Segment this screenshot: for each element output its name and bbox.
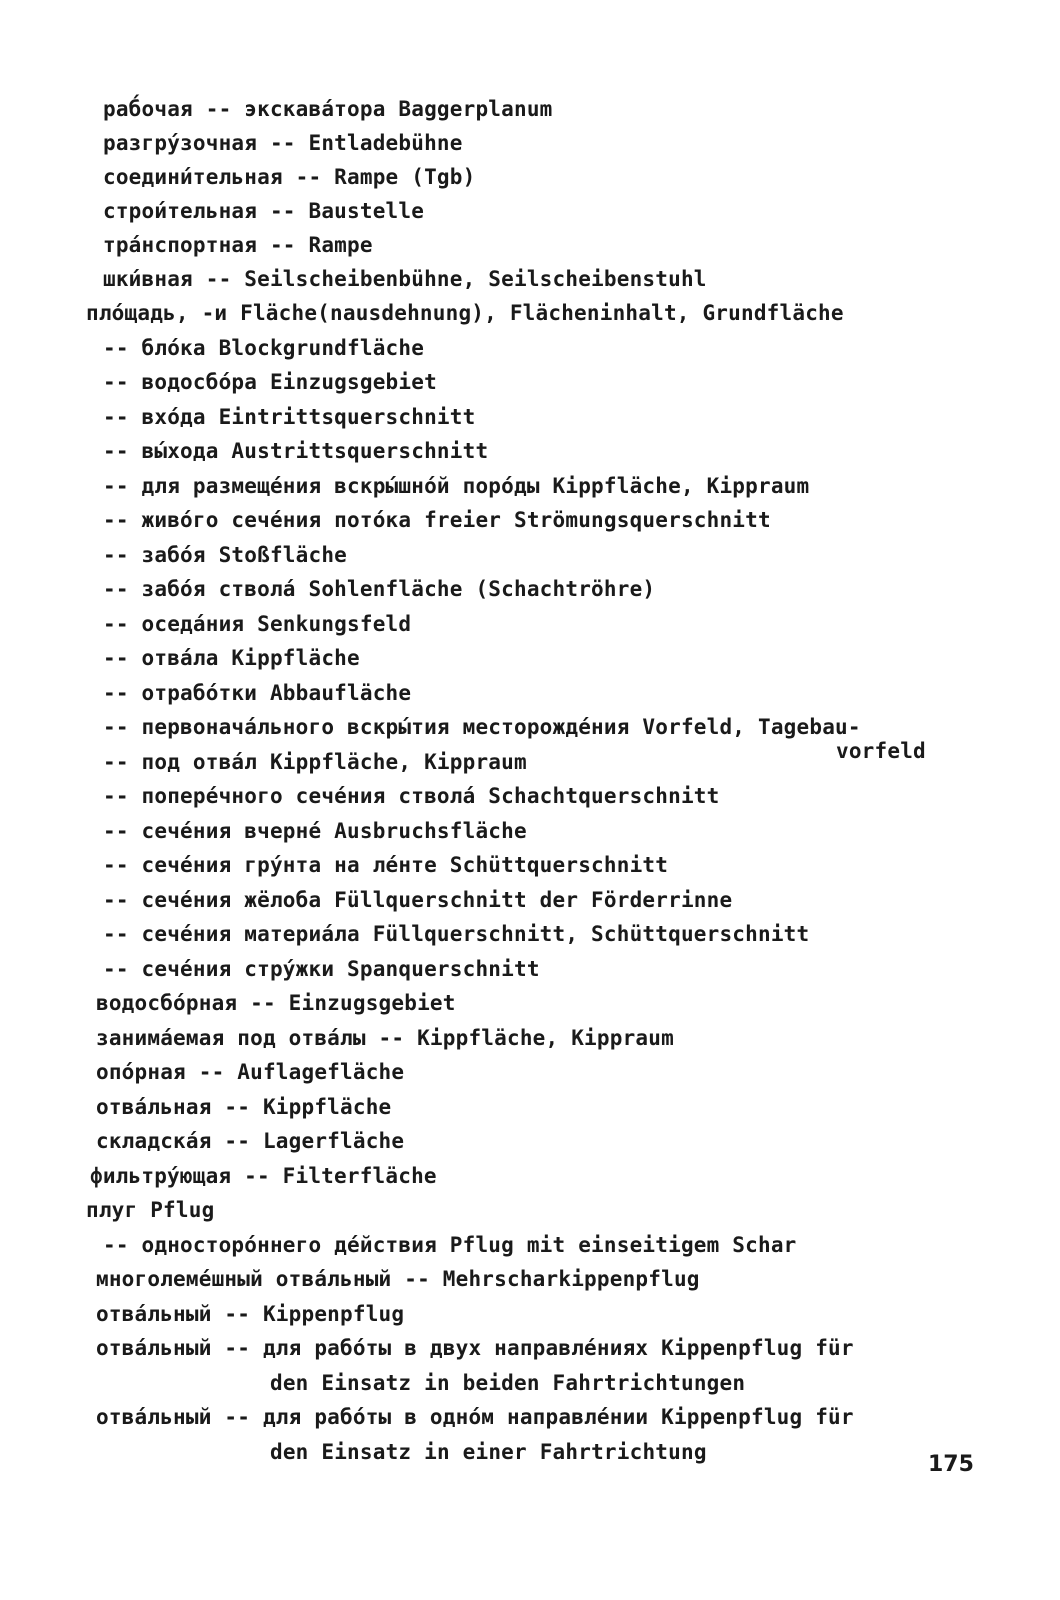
entry-line: -- сече́ния жёлоба Füllquerschnitt der Förderrinne — [103, 888, 733, 912]
entry-line: -- сече́ния материа́ла Füllquerschnitt, Schüttquerschnitt — [103, 922, 810, 946]
entry-line: -- бло́ка Blockgrundfläche — [103, 336, 425, 360]
entry-line: водосбо́рная -- Einzugsgebiet — [96, 991, 456, 1015]
entry-line: занима́емая под отва́лы -- Kippfläche, Kippraum — [96, 1026, 674, 1050]
entry-line: отва́льный -- Kippenpflug — [96, 1302, 405, 1326]
entry-line: -- для размеще́ния вскры́шно́й поро́ды Kippfläche, Kippraum — [103, 474, 810, 498]
entry-line: фильтру́ющая -- Filterfläche — [90, 1164, 437, 1188]
entry-line: -- отва́ла Kippfläche — [103, 646, 360, 670]
entry-line: -- отрабо́тки Abbaufläche — [103, 681, 412, 705]
headword-line: пло́щадь, -и Fläche(nausdehnung), Flächeninhalt, Grundfläche — [86, 301, 844, 325]
entry-line: -- забо́я Stoßfläche — [103, 543, 348, 567]
continuation-text: vorfeld — [836, 739, 926, 763]
entry-line: -- живо́го сече́ния пото́ка freier Strömungsquerschnitt — [103, 508, 771, 532]
entry-line: -- односторо́ннего де́йствия Pflug mit einseitigem Schar — [103, 1233, 797, 1257]
entry-line: -- оседа́ния Senkungsfeld — [103, 612, 412, 636]
entry-line-continued: den Einsatz in beiden Fahrtrichtungen — [270, 1371, 746, 1395]
entry-line: многолеме́шный отва́льный -- Mehrscharkippenpflug — [96, 1267, 700, 1291]
entry-line: -- сече́ния гру́нта на ле́нте Schüttquerschnitt — [103, 853, 669, 877]
entry-line: соедини́тельная -- Rampe (Tgb) — [103, 165, 476, 189]
entry-line: раб́очая -- экскава́тора Baggerplanum — [103, 97, 553, 121]
entry-line: -- вхо́да Eintrittsquerschnitt — [103, 405, 476, 429]
entry-line-continued: den Einsatz in einer Fahrtrichtung — [270, 1440, 707, 1464]
entry-line: -- попере́чного сече́ния ствола́ Schachtquerschnitt — [103, 784, 720, 808]
entry-line: разгру́зочная -- Entladebühne — [103, 131, 463, 155]
entry-line: -- вы́хода Austrittsquerschnitt — [103, 439, 489, 463]
entry-line: отва́льный -- для рабо́ты в одно́м направле́нии Kippenpflug für — [96, 1405, 854, 1429]
entry-line: -- сече́ния стру́жки Spanquerschnitt — [103, 957, 540, 981]
entry-line: строи́тельная -- Baustelle — [103, 199, 425, 223]
entry-line: -- первонача́льного вскры́тия месторожде́ния Vorfeld, Tagebau- — [103, 715, 861, 739]
entry-line: складска́я -- Lagerfläche — [96, 1129, 405, 1153]
entry-line: отва́льный -- для рабо́ты в двух направле́ниях Kippenpflug für — [96, 1336, 854, 1360]
headword-line: плуг Pflug — [86, 1198, 215, 1222]
entry-line: -- под отва́л Kippfläche, Kippraum — [103, 750, 527, 774]
entry-line: -- водосбо́ра Einzugsgebiet — [103, 370, 437, 394]
entry-line: опо́рная -- Auflagefläche — [96, 1060, 405, 1084]
entry-line: -- сече́ния вчерне́ Ausbruchsfläche — [103, 819, 527, 843]
entry-line: отва́льная -- Kippfläche — [96, 1095, 392, 1119]
entry-line: шки́вная -- Seilscheibenbühne, Seilscheibenstuhl — [103, 267, 707, 291]
entry-line: тра́нспортная -- Rampe — [103, 233, 373, 257]
page-number: 175 — [928, 1452, 974, 1477]
entry-line: -- забо́я ствола́ Sohlenfläche (Schachtröhre) — [103, 577, 656, 601]
